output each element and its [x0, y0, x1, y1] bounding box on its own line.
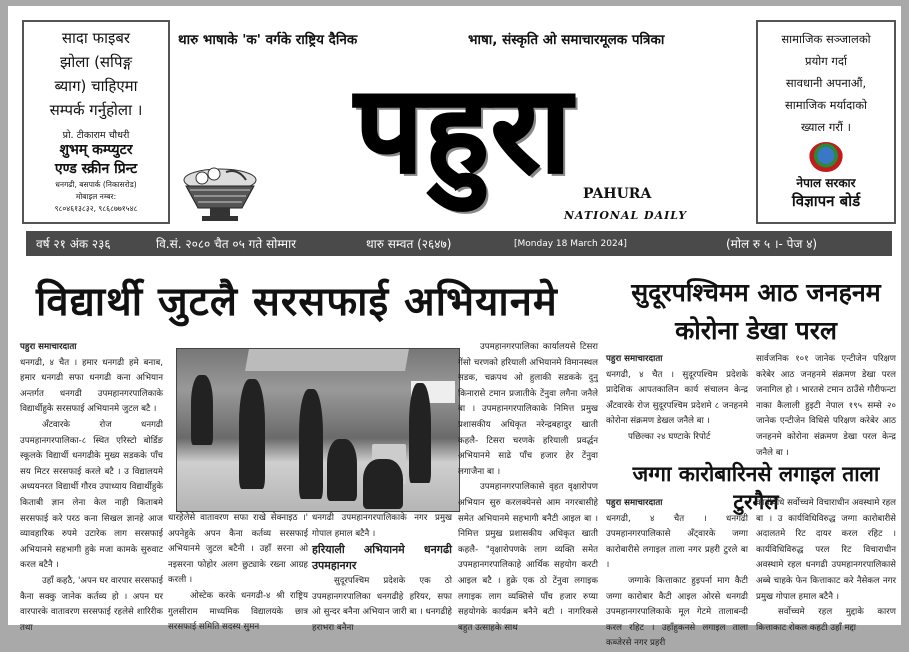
- issue-number: वर्ष २१ अंक २३६: [36, 237, 111, 251]
- price-page: (मोल रु ५ ।- पेज ४): [726, 237, 818, 251]
- ad-mobile-label: मोबाइल नम्बर:: [75, 192, 117, 201]
- ad-board: विज्ञापन बोर्ड: [791, 192, 861, 210]
- ad-line: सामाजिक सञ्जालको: [781, 32, 871, 46]
- ad-mobile: ९८०४६१३८३२, ९८६८७७१५४८: [54, 204, 138, 213]
- photo-figure: [409, 383, 431, 483]
- photo-figure: [327, 439, 357, 501]
- date-bs: वि.सं. २०८० चैत ०५ गते सोम्मार: [156, 237, 297, 251]
- land-dealers-headline: जग्गा कारोबारिनसे लगाइल ताला टुरगैल: [632, 462, 880, 514]
- logo-text: पहुरा: [354, 59, 574, 200]
- students-cleaning-photo: [176, 348, 460, 512]
- date-en: [Monday 18 March 2024]: [514, 238, 627, 249]
- byline: पहुरा समाचारदाता: [20, 342, 77, 352]
- photo-awning: [245, 349, 409, 371]
- ad-line: प्रयोग गर्दा: [805, 54, 847, 68]
- land-story-col-1: [606, 496, 748, 652]
- paragraph: उहाँ कहठै, 'अपन घर वारपार सरसफाई कैना सक्कु जानेक कर्तव्य हो । अपन घर वारपारके वातावरण सरसफाई रहलेसे शारिरीक तथा: [20, 575, 163, 633]
- masthead-tagline-right: भाषा, संस्कृति ओ समाचारमूलक पत्रिका: [468, 32, 665, 48]
- ad-social-media: [756, 20, 896, 224]
- paragraph: पछिल्का २४ घण्टाके रिपोर्ट: [628, 431, 711, 442]
- ad-line: सादा फाइबर: [61, 29, 131, 47]
- paragraph: धारहेलेसे वातावरण सफा राखे सेक्नाइठ ।' अपनेहुके अपन कैना कर्तव्य सरसफाई अभियानमे जुटल बटैनी । उहाँ सरना ओ नइसरना फोहोर अलग छुट्याके रख्ना आग्रह करली ।: [168, 513, 308, 586]
- ad-business-name: एण्ड स्क्रीन प्रिन्ट: [54, 161, 138, 177]
- ad-gov: नेपाल सरकार: [796, 176, 856, 190]
- photo-figure: [363, 459, 403, 509]
- ad-proprietor: प्रो. टीकाराम चौधरी: [62, 130, 130, 141]
- main-headline: विद्यार्थी जुटलै सरसफाई अभियानमे: [36, 279, 558, 325]
- masthead-subtitle-en: NATIONAL DAILY: [564, 209, 688, 222]
- photo-figure: [191, 375, 213, 445]
- ad-line: ब्याग) चाहिएमा: [54, 77, 138, 95]
- issue-info-bar: [26, 231, 892, 256]
- ad-line: सावधानी अपनाऔं,: [785, 76, 867, 90]
- paragraph: उपमहानगरपालिकासे वृहत वृक्षारोपण अभियान सुरु करलक्येनसे आम नगरबासीहे समेत अभियानमे सहभागी बनैटी आइल बा । निमित्त प्रमुख प्रशासकीय अधिकृत खाती कहलै- "वृक्षारोपणके लाग व्यक्ति समेत उपमहानगरपालिकाहे आर्थिक सहयोग करटी आइल बटै । हुक्रे एक ठो टेंनुवा लगाइक लगाइक लाग व्यक्तिसे पाँच हजार रुप्या सहयोगके कार्यक्रम बनैने बटी । नागरिकसे बहुत उत्साहके साथ: [458, 482, 598, 633]
- paragraph: धनगढी उपमहानगरपालिकाके नगर प्रमुख गोपाल हमाल बटैनै ।: [312, 513, 452, 539]
- ad-line: ख्याल गरौं ।: [801, 120, 851, 134]
- fruit-basket-icon: [176, 166, 264, 224]
- ad-line: सामाजिक मर्यादाको: [784, 98, 868, 112]
- subheading: हरियाली अभियानमे धनगढी उपमहानगर: [312, 543, 452, 573]
- paragraph: कार्यविधि सर्वोच्चमे विचाराधीन अवस्थामे रहल बा । उ कार्यविधिविरुद्ध जग्गा कारोबारीसे अदालतमे रिट दायर करल रहिट । कार्यविधिविरुद्ध परल रिट विचाराधीन अवस्थामे रहल धनगढी उपमहानगरपालिकासे अब्बे चाहके फेन कित्ताकाट करे नैसेकल नगर प्रमुख गोपाल हमाल बटैनै ।: [756, 498, 896, 602]
- paragraph: सर्वोच्चमे रहल मुद्दाके कारण कित्ताकाट रोकल कहटी उहाँ मद्दा: [756, 607, 896, 633]
- masthead-name-en: PAHURA: [583, 186, 652, 202]
- photo-figure: [299, 389, 323, 499]
- paragraph: जग्गाके कित्ताकाट हुइपर्ना माग कैटी जग्गा कारोबार कैटी आइल ओरसे धनगढी उपमहानगरपालिकाके मूल गेटमे तालाबन्दी करल रहिट । उहाँहुकनसे लगाइल ताला कब्जेरसे नगर प्रहरी: [606, 575, 748, 649]
- land-story-col-2: [756, 496, 896, 636]
- ad-line: झोला (सपिङ्ग: [60, 53, 132, 71]
- paragraph: धनगढी, ४ चैत । धनगढी उपमहानगरपालिकासे अँट्वारके जग्गा कारोबारीसे लगाइल ताला नगर प्रहरी टुरले बा ।: [606, 513, 748, 571]
- covid-story-col-2: [756, 352, 896, 461]
- nepal-emblem-icon: [809, 142, 843, 172]
- paragraph: सुदूरपश्चिम प्रदेशके एक ठो उपमहानगरपालिका धनगढीहे हरियर, सफा ओ सुन्दर बनैना अभियान जारी बा । धनगढीहे हराभरा बनैना: [312, 576, 452, 633]
- paragraph: अँटवारके रोज धनगढी उपमहानगरपालिका-८ स्थित एरिस्टो बोर्डिङ स्कूलके विद्यार्थी धनगढीके मुख्य सडकके पाँच सय मिटर सरसफाई करले बटै । उ विद्यालयमे अध्ययनरत विद्यार्थी गौरव उपाध्याय विद्यार्थीहुके किताबी ज्ञान लेना केल नाही किताबमे सरसफाई करे परठ कना सिखल ज्ञानहे आज व्यावहारिक रुपमे उटारेक लाग सरसफाई अभियानमे सहभागी हुके मजा कामके सुरुवाट करल बटैनै ।: [20, 419, 163, 571]
- headline-line: कोरोना डेखा परल: [675, 316, 837, 345]
- masthead-tagline-left: थारु भाषाके 'क' वर्गके राष्ट्रिय दैनिक: [178, 32, 358, 48]
- covid-story-col-1: [606, 352, 748, 446]
- byline: पहुरा समाचारदाता: [606, 354, 663, 364]
- photo-figure: [239, 379, 265, 489]
- covid-headline: [608, 274, 904, 350]
- paragraph: उपमहानगरपालिका कार्यालयसे टिसरा गेंसो चरणको हरियाली अभियानमे विमानस्थल सडक, चक्रपथ ओ हुलाकी सडकके दुनु किनारासे टमान प्रजातीके टेंनुवा लगैना जनैले बा । उपमहानगरपालिकाके निमित्त प्रमुख प्रशासकीय अधिकृत नरेन्द्रबहादुर खाती कहलै- टिसरा चरणके हरियाली प्रवर्द्धन अभियानमे साढे पाँच हजार हेर टेंनुवा लगाजैना बा ।: [458, 342, 598, 477]
- main-story-col-4: [458, 340, 598, 636]
- paragraph: धनगढी, ४ चैत । हमार धनगढी हमे बनाब, हमार धनगढी सफा धनगढी कना अभियान अन्तर्गत धनगढी उपमहानगरपालिकाके विद्यार्थीहुके सरसफाई अभियानमे जुटल बटै ।: [20, 357, 163, 415]
- main-story-col-3: [312, 511, 452, 637]
- paragraph: ओस्टेक करके धनगढी-४ श्री राष्ट्रिय गुलसीराम माध्यमिक विद्यालयके छात्र सरसफाई समिति सदस्य सुमन: [168, 590, 308, 633]
- main-story-col-1: [20, 340, 163, 636]
- newspaper-page: [8, 6, 901, 649]
- ad-line: सम्पर्क गर्नुहोला ।: [49, 101, 143, 119]
- tharu-samvat: थारु सम्वत (२६४७): [366, 237, 452, 251]
- ad-business-name: शुभम् कम्प्युटर: [59, 142, 133, 158]
- paragraph: सार्वजनिक १०१ जानेक एन्टीजेन परिक्षण करेबेर आठ जनहनमे संक्रमण डेखा परल जनागिल हो । भारतसे टमान ठाउँसे गौरीफन्टा नाका कैलाली हुइटी नेपाल १९५ सम्से २० जानेक एन्टीजेन विधिसे परिक्षण करेबेर आठ जनहनमे कोरोना संक्रमण डेखा परल केन्द्र जनैले बा ।: [756, 354, 896, 458]
- ad-fiber-bag: [22, 20, 170, 224]
- main-story-col-2: [168, 511, 308, 636]
- ad-address: धनगढी, बसपार्क (निकासरोड): [55, 180, 137, 189]
- byline: पहुरा समाचारदाता: [606, 498, 663, 508]
- headline-line: सुदूरपश्चिमम आठ जनहनम: [631, 278, 881, 307]
- paragraph: धनगढी, ४ चैत । सुदूरपश्चिम प्रदेशके प्रादेशिक आपतकालिन कार्य संचालन केन्द्र अँटवारके रोज सुदूरपश्चिम प्रदेशमे ८ जनहनमे कोरोना संक्रमण डेखल जनैले बा ।: [606, 369, 748, 427]
